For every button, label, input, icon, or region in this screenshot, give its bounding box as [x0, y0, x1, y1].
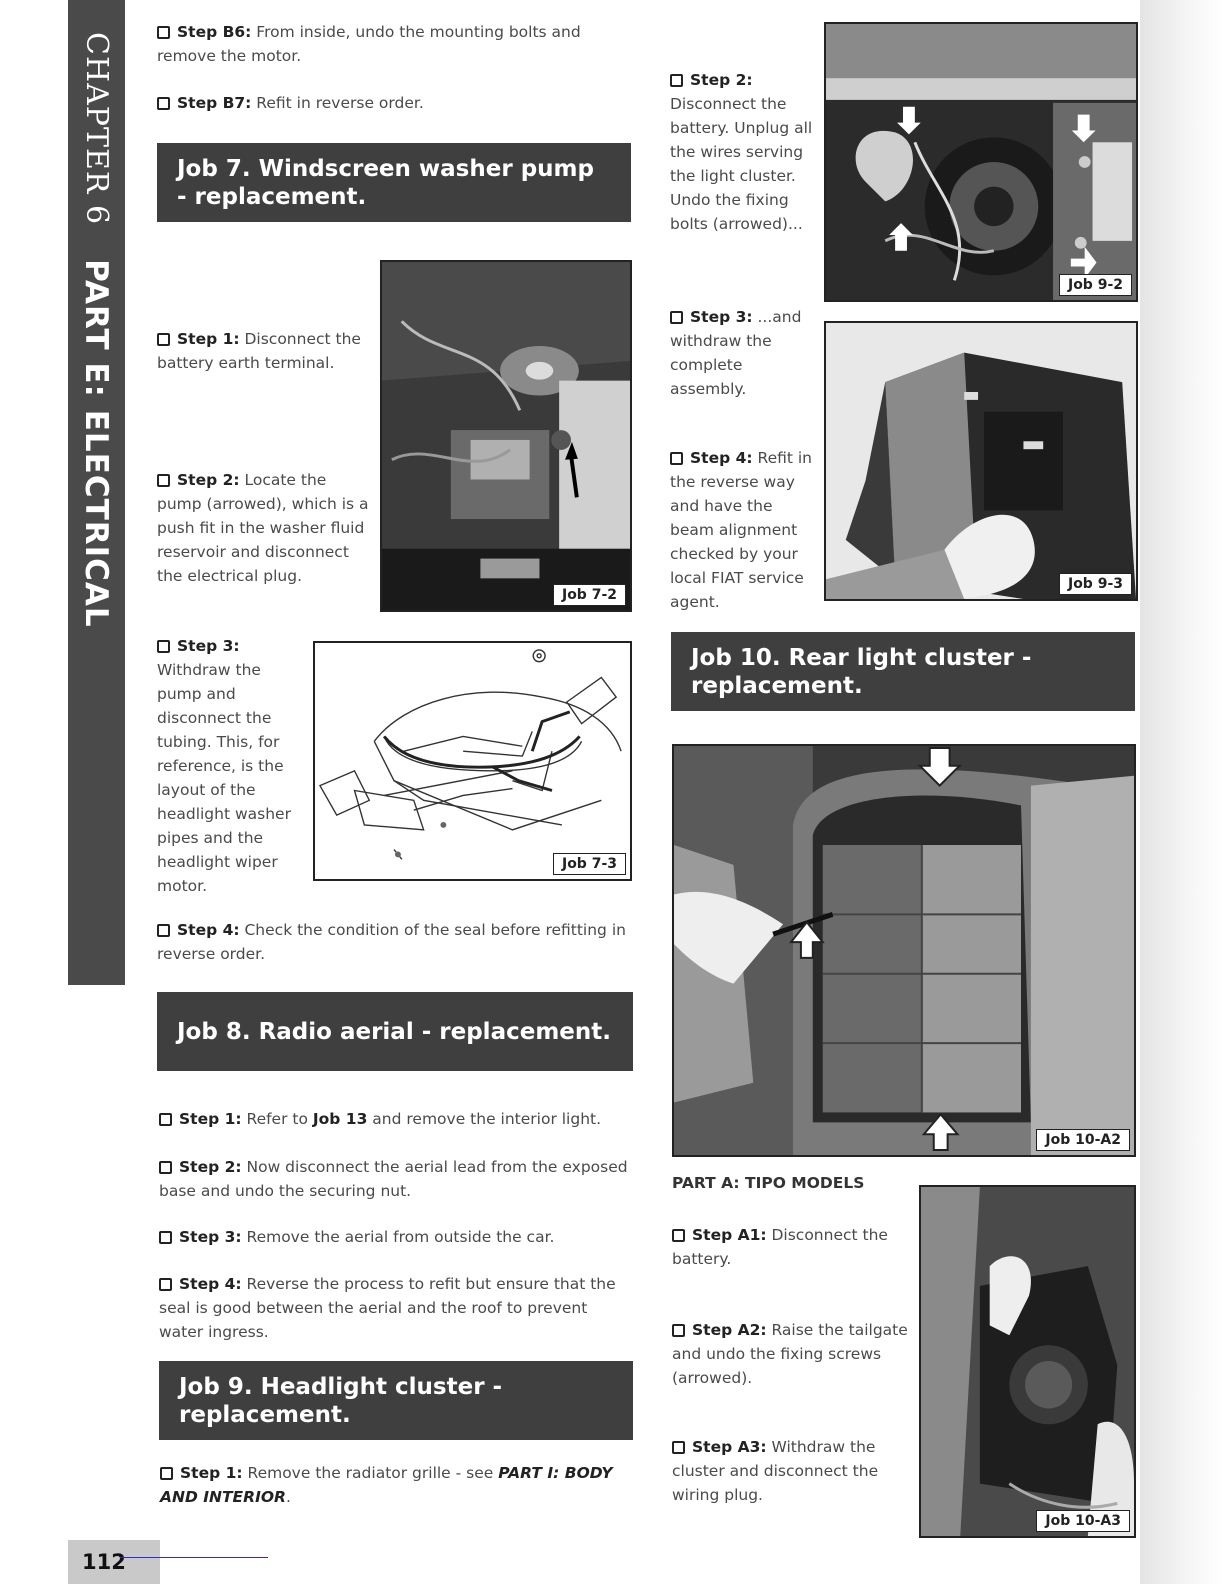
checkbox-icon: [160, 1467, 173, 1480]
step-b7: Step B7: Refit in reverse order.: [157, 91, 627, 115]
step-b6: Step B6: From inside, undo the mounting bolts and remove the motor.: [157, 23, 581, 65]
checkbox-icon: [157, 924, 170, 937]
job8-step3: Step 3: Remove the aerial from outside the car.: [159, 1225, 633, 1249]
figure-caption: Job 10-A2: [1036, 1129, 1130, 1151]
photo-job-10-a3: [919, 1185, 1136, 1538]
step-a1: Step A1: Disconnect the battery.: [672, 1226, 888, 1268]
checkbox-icon: [672, 1441, 685, 1454]
washer-pipes-diagram: [315, 643, 630, 879]
checkbox-icon: [157, 26, 170, 39]
photo-job-9-3: [824, 321, 1138, 601]
job8-heading: Job 8. Radio aerial - replacement.: [157, 992, 633, 1071]
checkbox-icon: [670, 452, 683, 465]
checkbox-icon: [157, 474, 170, 487]
job10-heading: Job 10. Rear light cluster - replacement.: [671, 632, 1135, 711]
page-number-tab: [68, 1540, 160, 1584]
part-a-title: PART A: TIPO MODELS: [672, 1174, 865, 1192]
headlight-removal-image: [826, 323, 1136, 599]
page-number: 112: [82, 1550, 126, 1574]
job9-step3: Step 3: ...and withdraw the complete assembly.: [670, 308, 802, 398]
chapter-sidebar: [68, 0, 125, 985]
figure-caption: Job 9-3: [1059, 573, 1132, 595]
figure-caption: Job 7-3: [553, 853, 626, 875]
step-a2: Step A2: Raise the tailgate and undo the fixing screws (arrowed).: [672, 1321, 908, 1387]
job8-step2: Step 2: Now disconnect the aerial lead from the exposed base and undo the securing nut.: [159, 1158, 628, 1200]
job9-heading: Job 9. Headlight cluster - replacement.: [159, 1361, 633, 1440]
job7-heading: Job 7. Windscreen washer pump - replacement.: [157, 143, 631, 222]
job7-step1: Step 1: Disconnect the battery earth terminal.: [157, 330, 361, 372]
page-number-underline: [120, 1557, 268, 1558]
job9-step1: Step 1: Remove the radiator grille - see PART I: BODY AND INTERIOR.: [160, 1464, 613, 1506]
job9-step2: Step 2: Disconnect the battery. Unplug all the wires serving the light cluster. Undo the fixing bolts (arrowed)...: [670, 71, 813, 233]
checkbox-icon: [670, 311, 683, 324]
checkbox-icon: [157, 97, 170, 110]
figure-caption: Job 9-2: [1059, 274, 1132, 296]
job7-step3: Step 3: Withdraw the pump and disconnect the tubing. This, for reference, is the layout of the headlight washer pipes and the headlight wiper motor.: [157, 637, 291, 895]
job8-step1: Step 1: Refer to Job 13 and remove the interior light.: [159, 1107, 633, 1131]
chapter-label: CHAPTER 6: [79, 32, 114, 226]
diagram-job-7-3: [313, 641, 632, 881]
figure-caption: Job 10-A3: [1036, 1510, 1130, 1532]
photo-job-7-2: [380, 260, 632, 612]
job9-step4: Step 4: Refit in the reverse way and have the beam alignment checked by your local FIAT service agent.: [670, 449, 812, 611]
checkbox-icon: [159, 1161, 172, 1174]
rear-light-image: [674, 746, 1134, 1155]
checkbox-icon: [157, 333, 170, 346]
checkbox-icon: [670, 74, 683, 87]
checkbox-icon: [672, 1229, 685, 1242]
photo-job-9-2: [824, 22, 1138, 302]
job7-step4: Step 4: Check the condition of the seal before refitting in reverse order.: [157, 921, 626, 963]
photo-job-10-a2: [672, 744, 1136, 1157]
engine-bay-image: [382, 262, 630, 610]
job7-step2: Step 2: Locate the pump (arrowed), which is a push fit in the washer fluid reservoir and disconnect the electrical plug.: [157, 471, 369, 585]
part-label: PART E: ELECTRICAL: [78, 259, 115, 628]
checkbox-icon: [157, 640, 170, 653]
cluster-removal-image: [921, 1187, 1134, 1536]
checkbox-icon: [672, 1324, 685, 1337]
figure-caption: Job 7-2: [553, 584, 626, 606]
headlight-wiring-image: [826, 24, 1136, 300]
sidebar-text: [68, 0, 125, 985]
page-edge: [1140, 0, 1224, 1584]
job8-step4: Step 4: Reverse the process to refit but ensure that the seal is good between the aerial and the roof to prevent water ingress.: [159, 1275, 616, 1341]
checkbox-icon: [159, 1278, 172, 1291]
checkbox-icon: [159, 1231, 172, 1244]
step-a3: Step A3: Withdraw the cluster and disconnect the wiring plug.: [672, 1438, 879, 1504]
checkbox-icon: [159, 1113, 172, 1126]
